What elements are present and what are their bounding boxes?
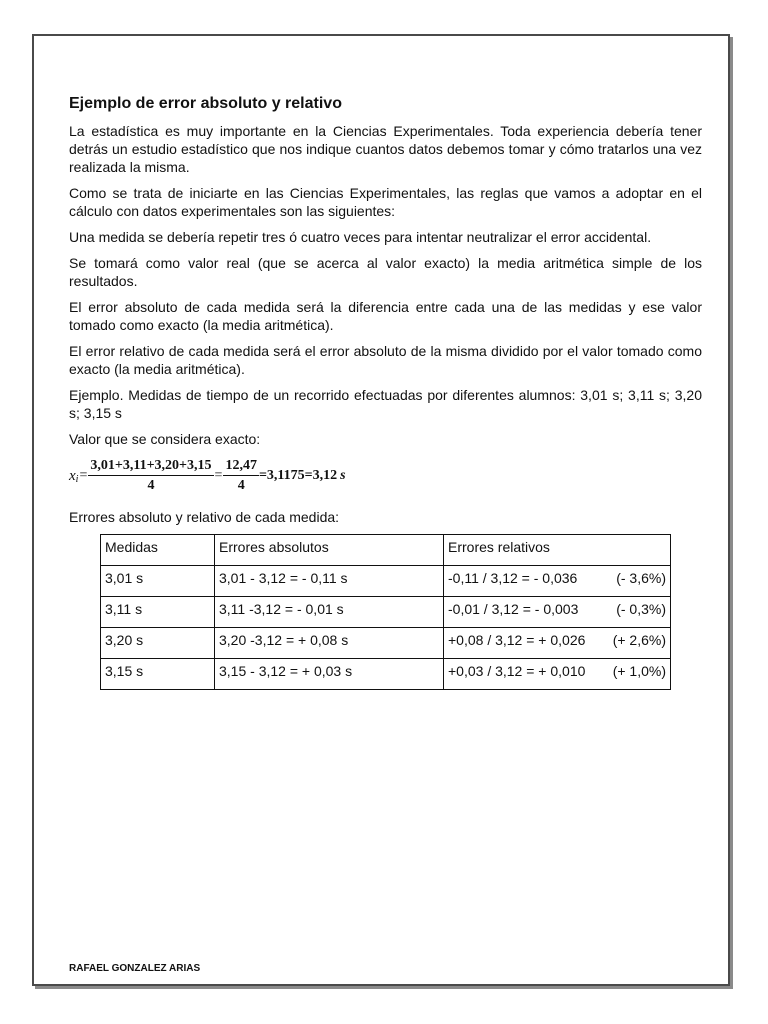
table-row	[101, 628, 671, 659]
paragraph-rules: Como se trata de iniciarte en las Ciencias Experimentales, las reglas que vamos a adoptar en el cálculo con datos experimentales son las siguientes:	[69, 185, 702, 219]
table-cell-medida: 3,01 s	[101, 566, 215, 597]
table-cell-relativo	[444, 659, 671, 690]
formula-numerator-2: 12,47	[223, 458, 259, 476]
paragraph-rule-mean: Se tomará como valor real (que se acerca al valor exacto) la media aritmética simple de los resultados.	[69, 255, 702, 289]
formula-denominator-2: 4	[237, 478, 245, 493]
page-content	[69, 94, 702, 690]
table-row	[101, 566, 671, 597]
table-cell-absoluto: 3,11 -3,12 = - 0,01 s	[215, 597, 444, 628]
table-header-row	[101, 535, 671, 566]
relative-percent: (- 0,3%)	[616, 601, 666, 617]
errors-table	[100, 534, 671, 690]
table-caption: Errores absoluto y relativo de cada medida:	[69, 509, 340, 525]
footer-author: RAFAEL GONZALEZ ARIAS	[69, 963, 201, 974]
document-page	[32, 34, 730, 986]
formula-fraction-total	[223, 458, 259, 494]
relative-percent: (+ 1,0%)	[612, 663, 666, 679]
table-row	[101, 597, 671, 628]
table-row	[101, 659, 671, 690]
paragraph-exact-value: Valor que se considera exacto:	[69, 431, 261, 447]
formula-result: =3,1175=3,12	[258, 468, 338, 483]
relative-value: -0,01 / 3,12 = - 0,003	[448, 601, 579, 617]
paragraph-example: Ejemplo. Medidas de tiempo de un recorrido efectuadas por diferentes alumnos: 3,01 s; 3,11 s; 3,20 s; 3,15 s	[69, 387, 702, 421]
mean-formula	[69, 456, 702, 496]
formula-variable: x	[69, 468, 76, 484]
table-cell-relativo	[444, 628, 671, 659]
relative-value: +0,03 / 3,12 = + 0,010	[448, 663, 586, 679]
table-cell-medida: 3,11 s	[101, 597, 215, 628]
formula-unit: s	[340, 468, 346, 483]
formula-numerator: 3,01+3,11+3,20+3,15	[88, 458, 213, 476]
table-cell-medida: 3,15 s	[101, 659, 215, 690]
formula-equals: =	[79, 468, 88, 483]
formula-equals-2: =	[214, 468, 223, 483]
formula-denominator: 4	[147, 478, 155, 493]
table-cell-relativo	[444, 597, 671, 628]
relative-value: +0,08 / 3,12 = + 0,026	[448, 632, 586, 648]
paragraph-intro: La estadística es muy importante en la Ciencias Experimentales. Toda experiencia debería tener detrás un estudio estadístico que nos indique cuantos datos debemos tomar y cómo tratarlos una vez realizada la misma.	[69, 123, 702, 175]
formula-subscript: i	[75, 474, 79, 485]
table-cell-absoluto: 3,15 - 3,12 = + 0,03 s	[215, 659, 444, 690]
table-header-cell: Errores absolutos	[215, 535, 444, 566]
formula-fraction-sum	[88, 458, 213, 494]
page-title: Ejemplo de error absoluto y relativo	[69, 95, 342, 112]
table-cell-relativo	[444, 566, 671, 597]
table-cell-medida: 3,20 s	[101, 628, 215, 659]
paragraph-rule-relative: El error relativo de cada medida será el error absoluto de la misma dividido por el valor tomado como exacto (la media aritmética).	[69, 343, 702, 377]
relative-value: -0,11 / 3,12 = - 0,036	[448, 570, 578, 586]
paragraph-rule-absolute: El error absoluto de cada medida será la diferencia entre cada una de las medidas y ese valor tomado como exacto (la media aritmética).	[69, 299, 702, 333]
table-cell-absoluto: 3,20 -3,12 = + 0,08 s	[215, 628, 444, 659]
table-header-cell: Errores relativos	[444, 535, 671, 566]
table-header-cell: Medidas	[101, 535, 215, 566]
relative-percent: (+ 2,6%)	[612, 632, 666, 648]
relative-percent: (- 3,6%)	[616, 570, 666, 586]
paragraph-rule-repeat: Una medida se debería repetir tres ó cuatro veces para intentar neutralizar el error accidental.	[69, 229, 652, 245]
table-cell-absoluto: 3,01 - 3,12 = - 0,11 s	[215, 566, 444, 597]
